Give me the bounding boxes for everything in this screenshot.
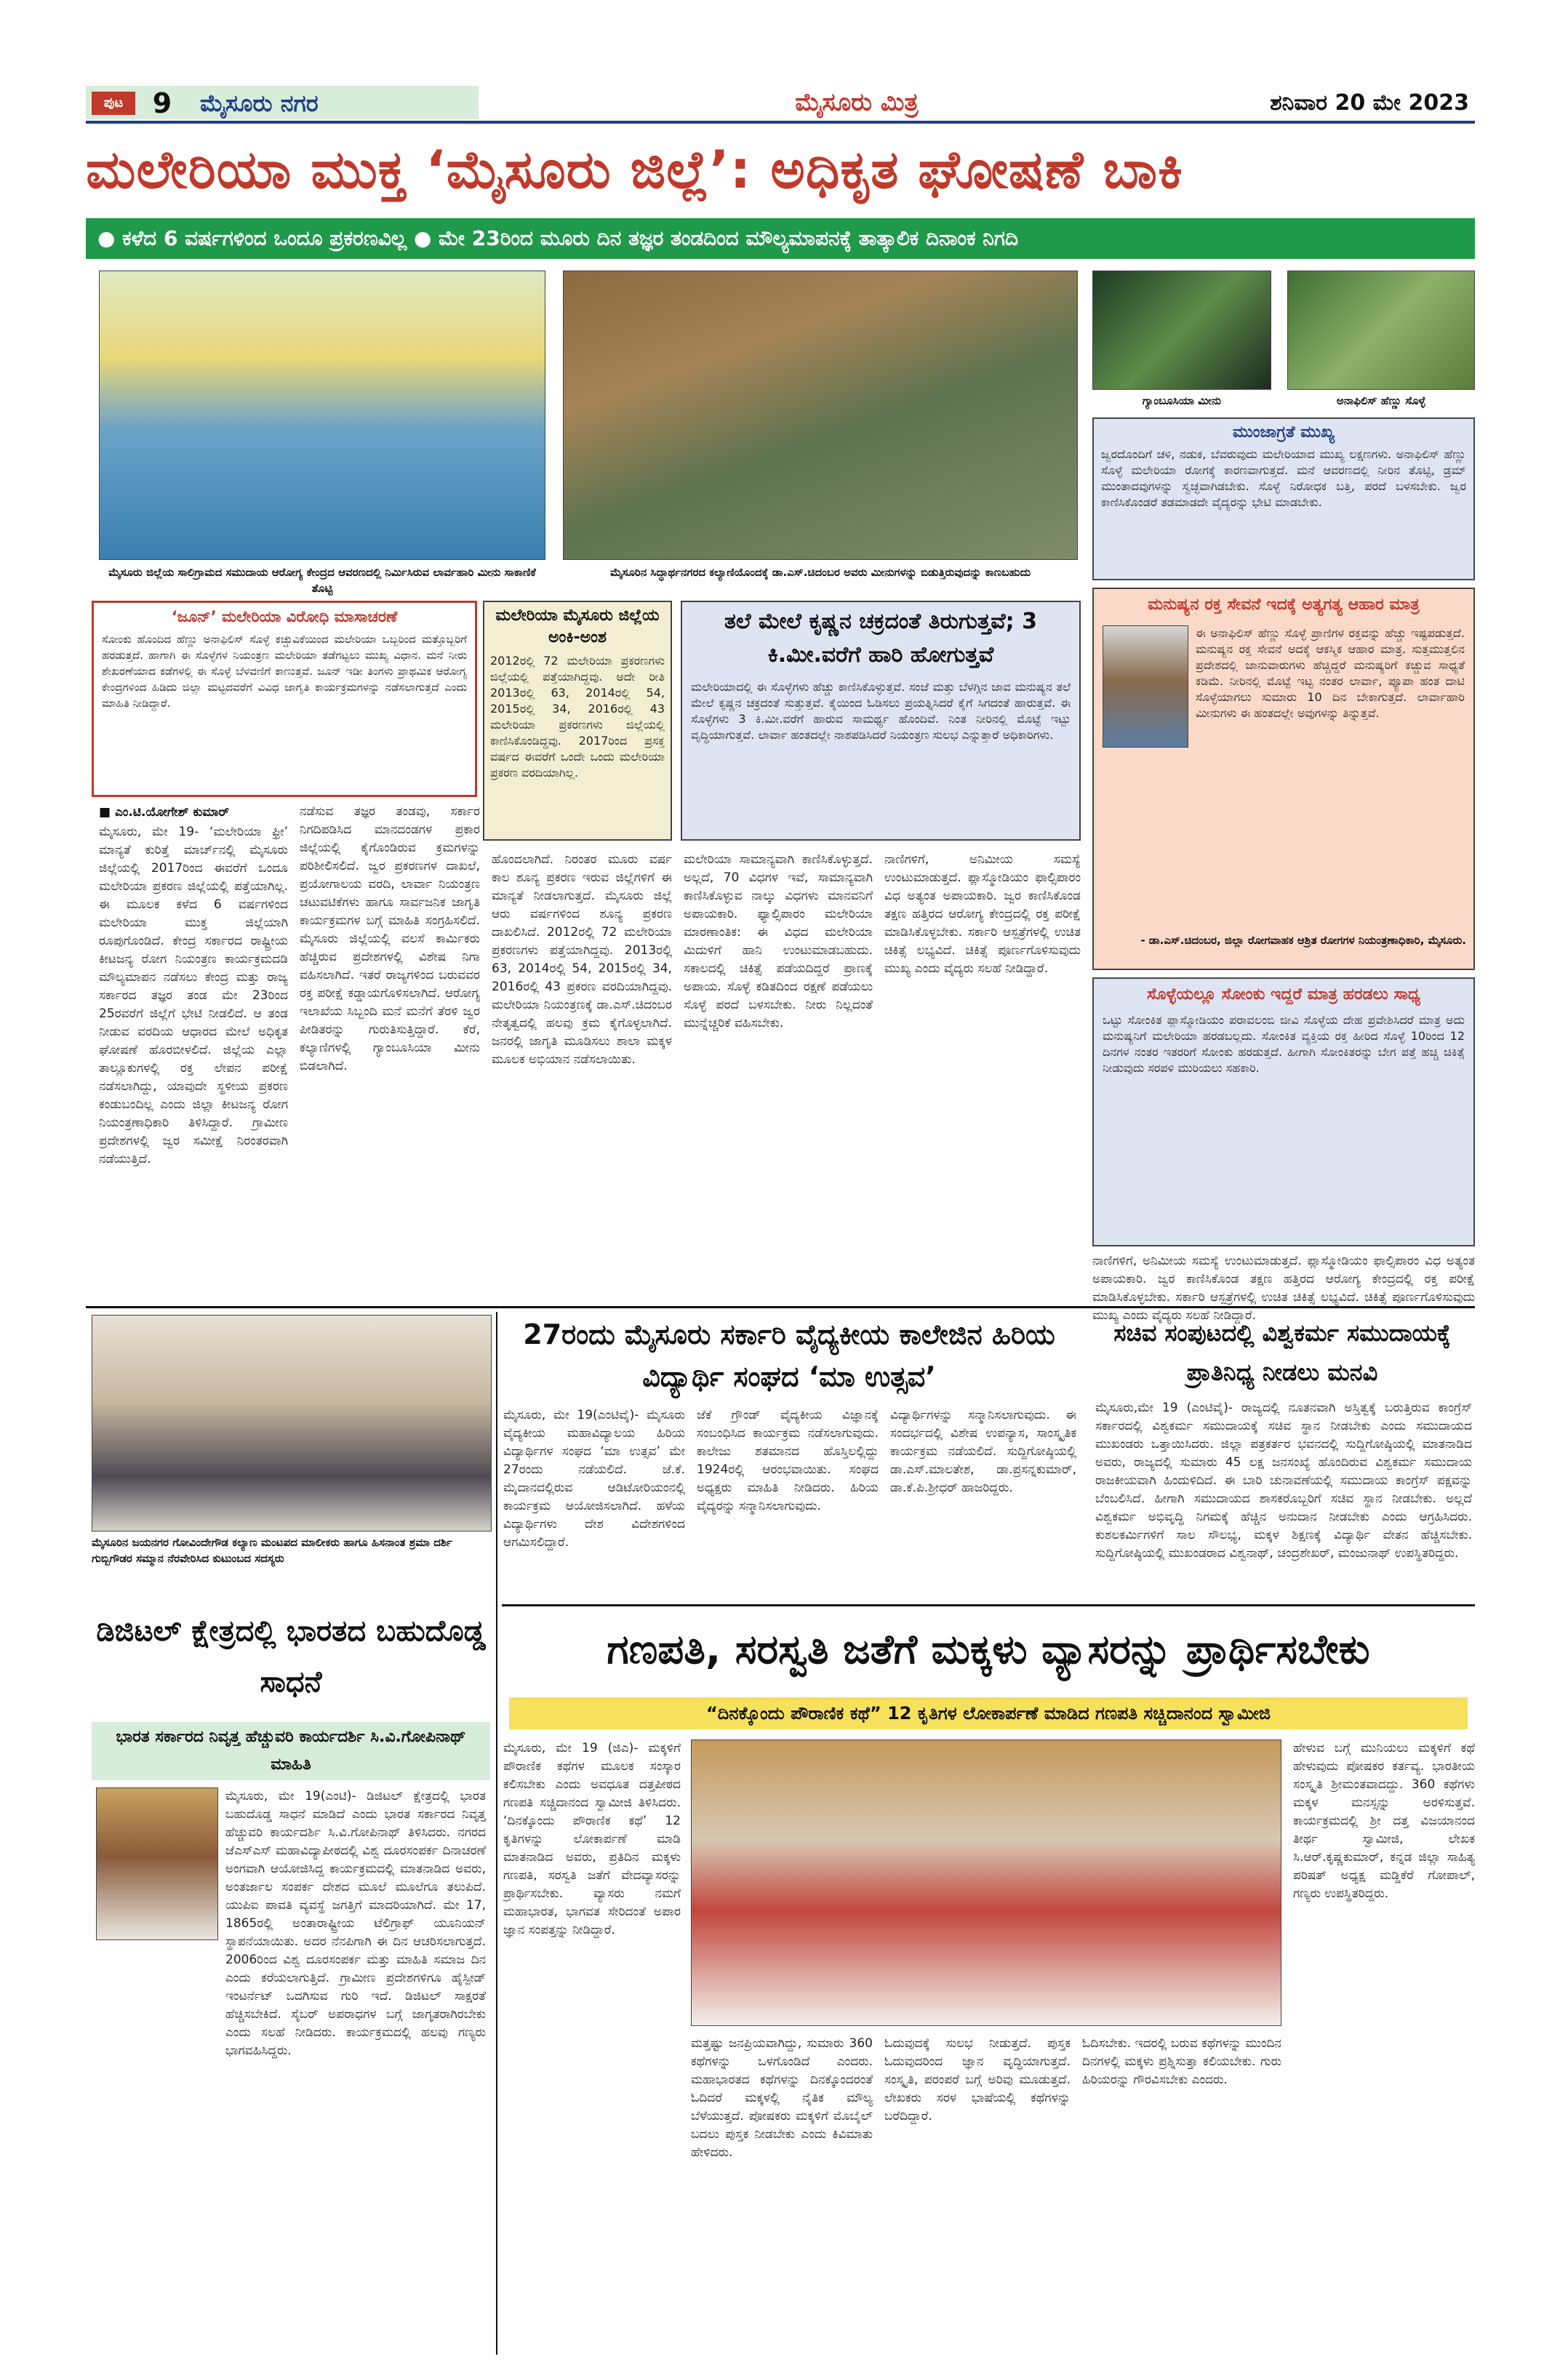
digital-sub: ಭಾರತ ಸರ್ಕಾರದ ನಿವೃತ್ತ ಹೆಚ್ಚುವರಿ ಕಾರ್ಯದರ್ಶಿ ಸಿ.ವಿ.ಗೋಪಿನಾಥ್ ಮಾಹಿತಿ <box>92 1722 490 1780</box>
section-divider-1 <box>86 1306 1475 1308</box>
paper-name: ಮೈಸೂರು ಮಿತ್ರ <box>795 88 919 117</box>
header-divider <box>86 121 1475 124</box>
lead-body-col2: ನಡೆಸುವ ತಜ್ಞರ ತಂಡವು, ಸರ್ಕಾರ ನಿಗದಿಪಡಿಸಿದ ಮಾನದಂಡಗಳ ಪ್ರಕಾರ ಜಿಲ್ಲೆಯಲ್ಲಿ ಕೈಗೊಂಡಿರುವ ಕ್ರಮಗಳನ್ನು ಪರಿಶೀಲಿಸಲಿದೆ. ಜ್ವರ ಪ್ರಕರಣಗಳ ದಾಖಲೆ, ಪ್ರಯೋಗಾಲಯ ವರದಿ, ಲಾರ್ವಾ ನಿಯಂತ್ರಣ ಚಟುವಟಿಕೆಗಳು ಹಾಗೂ ಸಾರ್ವಜನಿಕ ಜಾಗೃತಿ ಕಾರ್ಯಕ್ರಮಗಳ ಬಗ್ಗೆ ಮಾಹಿತಿ ಸಂಗ್ರಹಿಸಲಿದೆ. ಮೈಸೂರು ಜಿಲ್ಲೆಯಲ್ಲಿ ವಲಸೆ ಕಾರ್ಮಿಕರು ಹೆಚ್ಚಿರುವ ಪ್ರದೇಶಗಳಲ್ಲಿ ವಿಶೇಷ ನಿಗಾ ವಹಿಸಲಾಗಿದೆ. ಇತರೆ ರಾಜ್ಯಗಳಿಂದ ಬರುವವರ ರಕ್ತ ಪರೀಕ್ಷೆ ಕಡ್ಡಾಯಗೊಳಿಸಲಾಗಿದೆ. ಆರೋಗ್ಯ ಇಲಾಖೆಯ ಸಿಬ್ಬಂದಿ ಮನೆ ಮನೆಗೆ ತೆರಳಿ ಜ್ವರ ಪೀಡಿತರನ್ನು ಗುರುತಿಸುತ್ತಿದ್ದಾರೆ. ಕೆರೆ, ಕಲ್ಯಾಣಿಗಳಲ್ಲಿ ಗ್ಯಾಂಬೂಸಿಯಾ ಮೀನು ಬಿಡಲಾಗಿದೆ. <box>300 804 480 1073</box>
caption-kalyani: ಮೈಸೂರಿನ ಸಿದ್ಧಾರ್ಥನಗರದ ಕಲ್ಯಾಣಿಯೊಂದಕ್ಕೆ ಡಾ.ಎಸ್.ಚಿದಂಬರ ಅವರು ಮೀನುಗಳನ್ನು ಬಿಡುತ್ತಿರುವುದನ್ನು ಕಾಣಬಹುದು <box>609 566 1031 579</box>
page-number: 9 <box>152 87 172 119</box>
lead-strap: ● ಕಳೆದ 6 ವರ್ಷಗಳಿಂದ ಒಂದೂ ಪ್ರಕರಣವಿಲ್ಲ ● ಮೇ 23ರಿಂದ ಮೂರು ದಿನ ತಜ್ಞರ ತಂಡದಿಂದ ಮೌಲ್ಯಮಾಪನಕ್ಕೆ ತಾತ್ಕಾಲಿಕ ದಿನಾಂಕ ನಿಗದಿ <box>86 218 1475 259</box>
alumni-body-col1: ಮೈಸೂರು, ಮೇ 19(ಎಂಟಿವೈ)- ಮೈಸೂರು ವೈದ್ಯಕೀಯ ಮಹಾವಿದ್ಯಾಲಯ ಹಿರಿಯ ವಿದ್ಯಾರ್ಥಿಗಳ ಸಂಘದ ‘ಮಾ ಉತ್ಸವ’ ಮೇ 27ರಂದು ನಡೆಯಲಿದೆ. ಜೆ.ಕೆ. ಮೈದಾನದಲ್ಲಿರುವ ಆಡಿಟೋರಿಯಂನಲ್ಲಿ ಕಾರ್ಯಕ್ರಮ ಆಯೋಜಿಸಲಾಗಿದೆ. ಹಳೆಯ ವಿದ್ಯಾರ್ಥಿಗಳು ದೇಶ ವಿದೇಶಗಳಿಂದ ಆಗಮಿಸಲಿದ್ದಾರೆ. <box>503 1408 685 1550</box>
stats-title: ಮಲೇರಿಯಾ ಮೈಸೂರು ಜಿಲ್ಲೆಯ ಅಂಕಿ-ಅಂಶ <box>495 606 660 646</box>
digital-headline: ಡಿಜಿಟಲ್ ಕ್ಷೇತ್ರದಲ್ಲಿ ಭಾರತದ ಬಹುದೊಡ್ಡ ಸಾಧನೆ <box>96 1614 486 1699</box>
stats-body: 2012ರಲ್ಲಿ 72 ಮಲೇರಿಯಾ ಪ್ರಕರಣಗಳು ಜಿಲ್ಲೆಯಲ್ಲಿ ಪತ್ತೆಯಾಗಿದ್ದವು. ಅದೇ ರೀತಿ 2013ರಲ್ಲಿ 63, 2014ರಲ್ಲಿ 54, 2015ರಲ್ಲಿ 34, 2016ರಲ್ಲಿ 43 ಮಲೇರಿಯಾ ಪ್ರಕರಣಗಳು ಜಿಲ್ಲೆಯಲ್ಲಿ ಕಾಣಿಸಿಕೊಂಡಿದ್ದವು. 2017ರಿಂದ ಪ್ರಸಕ್ತ ವರ್ಷದ ಈವರೆಗೆ ಒಂದೇ ಒಂದು ಮಲೇರಿಯಾ ಪ್ರಕರಣ ವರದಿಯಾಗಿಲ್ಲ. <box>490 654 665 780</box>
lead-body-col1: ಮೈಸೂರು, ಮೇ 19- ‘ಮಲೇರಿಯಾ ಫ್ರೀ’ ಮಾನ್ಯತೆ ಕುರಿತ್ತೆ ಮಾರ್ಚ್‌ನಲ್ಲಿ ಮೈಸೂರು ಜಿಲ್ಲೆಯಲ್ಲಿ 2017ರಿಂದ ಈವರೆಗೆ ಒಂದೂ ಮಲೇರಿಯಾ ಪ್ರಕರಣ ಜಿಲ್ಲೆಯಲ್ಲಿ ಪತ್ತೆಯಾಗಿಲ್ಲ. ಈ ಮೂಲಕ ಕಳೆದ 6 ವರ್ಷಗಳಿಂದ ಮಲೇರಿಯಾ ಮುಕ್ತ ಜಿಲ್ಲೆಯಾಗಿ ರೂಪುಗೊಂಡಿದೆ. ಕೇಂದ್ರ ಸರ್ಕಾರದ ರಾಷ್ಟ್ರೀಯ ಕೀಟಜನ್ಯ ರೋಗ ನಿಯಂತ್ರಣ ಕಾರ್ಯಕ್ರಮದಡಿ ಮೌಲ್ಯಮಾಪನ ನಡೆಸಲು ಕೇಂದ್ರ ಮತ್ತು ರಾಜ್ಯ ಸರ್ಕಾರದ ತಜ್ಞರ ತಂಡ ಮೇ 23ರಿಂದ 25ರವರೆಗೆ ಜಿಲ್ಲೆಗೆ ಭೇಟಿ ನೀಡಲಿದೆ. ಆ ತಂಡ ನೀಡುವ ವರದಿಯ ಆಧಾರದ ಮೇಲೆ ಅಧಿಕೃತ ಘೋಷಣೆ ಹೊರಬೀಳಲಿದೆ. ಜಿಲ್ಲೆಯ ಎಲ್ಲಾ ತಾಲ್ಲೂಕುಗಳಲ್ಲಿ ರಕ್ತ ಲೇಪನ ಪರೀಕ್ಷೆ ನಡೆಸಲಾಗಿದ್ದು, ಯಾವುದೇ ಸ್ಥಳೀಯ ಪ್ರಕರಣ ಕಂಡುಬಂದಿಲ್ಲ ಎಂದು ಜಿಲ್ಲಾ ಕೀಟಜನ್ಯ ರೋಗ ನಿಯಂತ್ರಣಾಧಿಕಾರಿ ತಿಳಿಸಿದ್ದಾರೆ. ಗ್ರಾಮೀಣ ಪ್ರದೇಶಗಳಲ್ಲಿ ಜ್ವರ ಸಮೀಕ್ಷೆ ನಿರಂತರವಾಗಿ ನಡೆಯುತ್ತಿದೆ. <box>99 825 288 1166</box>
caption-fish-tank: ಮೈಸೂರು ಜಿಲ್ಲೆಯ ಸಾಲಿಗ್ರಾಮದ ಸಮುದಾಯ ಆರೋಗ್ಯ ಕೇಂದ್ರದ ಆವರಣದಲ್ಲಿ ನಿರ್ಮಿಸಿರುವ ಲಾರ್ವಹಾರಿ ಮೀನು ಸಾಕಾಣಿಕೆ ತೊಟ್ಟಿ <box>108 566 536 595</box>
photo-anopheles <box>1287 271 1475 390</box>
photo-book-release <box>691 1740 1281 2026</box>
section-divider-2 <box>502 1604 1475 1606</box>
alumni-headline: 27ರಂದು ಮೈಸೂರು ಸರ್ಕಾರಿ ವೈದ್ಯಕೀಯ ಕಾಲೇಜಿನ ಹಿರಿಯ ವಿದ್ಯಾರ್ಥಿ ಸಂಘದ ‘ಮಾ ಉತ್ಸವ’ <box>523 1318 1055 1393</box>
cycle-body: ಮಲೇರಿಯಾದಲ್ಲಿ ಈ ಸೊಳ್ಳೆಗಳು ಹೆಚ್ಚು ಕಾಣಿಸಿಕೊಳ್ಳುತ್ತವೆ. ಸಂಜೆ ಮತ್ತು ಬೆಳಗ್ಗಿನ ಜಾವ ಮನುಷ್ಯನ ತಲೆ ಮೇಲೆ ಕೃಷ್ಣನ ಚಕ್ರದಂತೆ ಸುತ್ತುತ್ತವೆ. ಕೈಯಿಂದ ಓಡಿಸಲು ಪ್ರಯತ್ನಿಸಿದರೆ ಕೈಗೆ ಸಿಗದಂತೆ ಹಾರುತ್ತವೆ. ಈ ಸೊಳ್ಳೆಗಳು 3 ಕಿ.ಮೀ.ವರೆಗೆ ಹಾರುವ ಸಾಮರ್ಥ್ಯ ಹೊಂದಿವೆ. ನಿಂತ ನೀರಿನಲ್ಲಿ ಮೊಟ್ಟೆ ಇಟ್ಟು ವೃದ್ಧಿಯಾಗುತ್ತವೆ. ಲಾರ್ವಾ ಹಂತದಲ್ಲೇ ನಾಶಪಡಿಸಿದರೆ ನಿಯಂತ್ರಣ ಸುಲಭ ಎನ್ನುತ್ತಾರೆ ಅಧಿಕಾರಿಗಳು. <box>691 680 1071 742</box>
column-rule-1 <box>496 1312 497 2355</box>
blood-sign: - ಡಾ.ಎಸ್.ಚಿದಂಬರ, ಜಿಲ್ಲಾ ರೋಗವಾಹಕ ಆಶ್ರಿತ ರೋಗಗಳ ನಿಯಂತ್ರಣಾಧಿಕಾರಿ, ಮೈಸೂರು. <box>1140 934 1466 947</box>
photo-chidambara <box>1103 625 1188 748</box>
bite-body: ಒಟ್ಟು ಸೋಂಕಿತ ಪ್ಲಾಸ್ಮೋಡಿಯಂ ಪರಾವಲಂಬಿ ಜೀವಿ ಸೊಳ್ಳೆಯ ದೇಹ ಪ್ರವೇಶಿಸಿದರೆ ಮಾತ್ರ ಅದು ಮನುಷ್ಯನಿಗೆ ಮಲೇರಿಯಾ ಹರಡಬಲ್ಲದು. ಸೋಂಕಿತ ವ್ಯಕ್ತಿಯ ರಕ್ತ ಹೀರಿದ ಸೊಳ್ಳೆ 10ರಿಂದ 12 ದಿನಗಳ ನಂತರ ಇತರರಿಗೆ ಸೋಂಕು ಹರಡುತ್ತದೆ. ಹೀಗಾಗಿ ಸೋಂಕಿತರನ್ನು ಬೇಗ ಪತ್ತೆ ಹಚ್ಚಿ ಚಿಕಿತ್ಸೆ ನೀಡುವುದು ಸರಪಳಿ ಮುರಿಯಲು ಸಹಕಾರಿ. <box>1103 1013 1465 1075</box>
page-label: ಪುಟ <box>92 92 135 115</box>
lead-body-col3: ಹೊಂದಲಾಗಿದೆ. ನಿರಂತರ ಮೂರು ವರ್ಷ ಕಾಲ ಶೂನ್ಯ ಪ್ರಕರಣ ಇರುವ ಜಿಲ್ಲೆಗಳಿಗೆ ಈ ಮಾನ್ಯತೆ ನೀಡಲಾಗುತ್ತದೆ. ಮೈಸೂರು ಜಿಲ್ಲೆ ಆರು ವರ್ಷಗಳಿಂದ ಶೂನ್ಯ ಪ್ರಕರಣ ದಾಖಲಿಸಿದೆ. 2012ರಲ್ಲಿ 72 ಮಲೇರಿಯಾ ಪ್ರಕರಣಗಳು ಪತ್ತೆಯಾಗಿದ್ದವು. 2013ರಲ್ಲಿ 63, 2014ರಲ್ಲಿ 54, 2015ರಲ್ಲಿ 34, 2016ರಲ್ಲಿ 43 ಪ್ರಕರಣ ವರದಿಯಾಗಿದ್ದವು. ಮಲೇರಿಯಾ ನಿಯಂತ್ರಣಕ್ಕೆ ಡಾ.ಎಸ್.ಚಿದಂಬರ ನೇತೃತ್ವದಲ್ಲಿ ಹಲವು ಕ್ರಮ ಕೈಗೊಳ್ಳಲಾಗಿದೆ. ಜನರಲ್ಲಿ ಜಾಗೃತಿ ಮೂಡಿಸಲು ಶಾಲಾ ಮಕ್ಕಳ ಮೂಲಕ ಅಭಿಯಾನ ನಡೆಸಲಾಯಿತು. <box>492 852 672 1067</box>
ganapathi-body-col5: ಹೇಳುವ ಬಗ್ಗೆ ಮುನಿಯಲು ಮಕ್ಕಳಿಗೆ ಕಥೆ ಹೇಳುವುದು ಪೋಷಕರ ಕರ್ತವ್ಯ. ಭಾರತೀಯ ಸಂಸ್ಕೃತಿ ಶ್ರೀಮಂತವಾದದ್ದು. 360 ಕಥೆಗಳು ಮಕ್ಕಳ ಮನಸ್ಸನ್ನು ಅರಳಿಸುತ್ತವೆ. ಕಾರ್ಯಕ್ರಮದಲ್ಲಿ ಶ್ರೀ ದತ್ತ ವಿಜಯಾನಂದ ತೀರ್ಥ ಸ್ವಾಮೀಜಿ, ಲೇಖಕ ಸಿ.ಆರ್.ಕೃಷ್ಣಕುಮಾರ್, ಕನ್ನಡ ಜಿಲ್ಲಾ ಸಾಹಿತ್ಯ ಪರಿಷತ್ ಅಧ್ಯಕ್ಷ ಮಡ್ಡಿಕೆರೆ ಗೋಪಾಲ್, ಗಣ್ಯರು ಉಪಸ್ಥಿತರಿದ್ದರು. <box>1293 1741 1475 1901</box>
alumni-body-col2: ಜೆಕೆ ಗ್ರೌಂಡ್ ವೈದ್ಯಕೀಯ ವಿಜ್ಞಾನಕ್ಕೆ ಸಂಬಂಧಿಸಿದ ಕಾರ್ಯಕ್ರಮ ನಡೆಸಲಾಗುವುದು. ಕಾಲೇಜು ಶತಮಾನದ ಹೊಸ್ತಿಲಲ್ಲಿದ್ದು 1924ರಲ್ಲಿ ಆರಂಭವಾಯಿತು. ಸಂಘದ ಅಧ್ಯಕ್ಷರು ಮಾಹಿತಿ ನೀಡಿದರು. ಹಿರಿಯ ವೈದ್ಯರನ್ನು ಸನ್ಮಾನಿಸಲಾಗುವುದು. <box>697 1408 879 1513</box>
photo-kalyani <box>563 271 1078 560</box>
ganapathi-headline: ಗಣಪತಿ, ಸರಸ್ವತಿ ಜತೆಗೆ ಮಕ್ಕಳು ವ್ಯಾಸರನ್ನು ಪ್ರಾರ್ಥಿಸಬೇಕು <box>607 1626 1370 1673</box>
symptoms-title: ಮುಂಜಾಗ್ರತೆ ಮುಖ್ಯ <box>1232 423 1335 441</box>
photo-fish-tank <box>99 271 545 560</box>
caption-gathering: ಮೈಸೂರಿನ ಜಯನಗರ ಗೋವಿಂದೇಗೌಡ ಕಲ್ಯಾಣ ಮಂಟಪದ ಮಾಲೀಕರು ಹಾಗೂ ಹಿಸನಾಂತ ಶ್ರಮಾ ದರ್ಶಿ ಗುಬ್ಬಿಗೌಡರ ಸಮ್ಮಾನ ನೆರವೇರಿಸಿದ ಕುಟುಂಬದ ಸದಸ್ಯರು <box>92 1536 452 1565</box>
cycle-title: ತಲೆ ಮೇಲೆ ಕೃಷ್ಣನ ಚಕ್ರದಂತೆ ತಿರುಗುತ್ತವೆ; 3 ಕಿ.ಮೀ.ವರೆಗೆ ಹಾರಿ ಹೋಗುತ್ತವೆ <box>724 609 1037 668</box>
photo-gambusia-fish <box>1092 271 1271 390</box>
blood-body: ಈ ಅನಾಫಿಲಿಸ್ ಹೆಣ್ಣು ಸೊಳ್ಳೆ ಪ್ರಾಣಿಗಳ ರಕ್ತವನ್ನು ಹೆಚ್ಚು ಇಷ್ಟಪಡುತ್ತದೆ. ಮನುಷ್ಯನ ರಕ್ತ ಸೇವನೆ ಅದಕ್ಕೆ ಆಕಸ್ಮಿಕ ಆಹಾರ ಮಾತ್ರ. ಸುತ್ತಮುತ್ತಲಿನ ಪ್ರದೇಶದಲ್ಲಿ ಜಾನುವಾರುಗಳು ಹೆಚ್ಚಿದ್ದರೆ ಮನುಷ್ಯರಿಗೆ ಕಚ್ಚುವ ಸಾಧ್ಯತೆ ಕಡಿಮೆ. ನೀರಿನಲ್ಲಿ ಮೊಟ್ಟೆ ಇಟ್ಟ ನಂತರ ಲಾರ್ವಾ, ಪ್ಯೂಪಾ ಹಂತ ದಾಟಿ ಸೊಳ್ಳೆಯಾಗಲು ಸುಮಾರು 10 ದಿನ ಬೇಕಾಗುತ್ತದೆ. ಲಾರ್ವಾಹಾರಿ ಮೀನುಗಳು ಈ ಹಂತದಲ್ಲೇ ಅವುಗಳನ್ನು ತಿನ್ನುತ್ತವೆ. <box>1196 626 1465 720</box>
vishwakarma-headline: ಸಚಿವ ಸಂಪುಟದಲ್ಲಿ ವಿಶ್ವಕರ್ಮ ಸಮುದಾಯಕ್ಕೆ ಪ್ರಾತಿನಿಧ್ಯ ನೀಡಲು ಮನವಿ <box>1113 1319 1451 1386</box>
lead-body-col5: ನಾಣಿಗಳಿಗೆ, ಅನಿಮೀಯ ಸಮಸ್ಯೆ ಉಂಟುಮಾಡುತ್ತದೆ. ಪ್ಲಾಸ್ಮೋಡಿಯಂ ಫಾಲ್ಸಿಪಾರಂ ವಿಧ ಅತ್ಯಂತ ಅಪಾಯಕಾರಿ. ಜ್ವರ ಕಾಣಿಸಿಕೊಂಡ ತಕ್ಷಣ ಹತ್ತಿರದ ಆರೋಗ್ಯ ಕೇಂದ್ರದಲ್ಲಿ ರಕ್ತ ಪರೀಕ್ಷೆ ಮಾಡಿಸಿಕೊಳ್ಳಬೇಕು. ಸರ್ಕಾರಿ ಆಸ್ಪತ್ರೆಗಳಲ್ಲಿ ಉಚಿತ ಚಿಕಿತ್ಸೆ ಲಭ್ಯವಿದೆ. ಚಿಕಿತ್ಸೆ ಪೂರ್ಣಗೊಳಿಸುವುದು ಮುಖ್ಯ ಎಂದು ವೈದ್ಯರು ಸಲಹೆ ನೀಡಿದ್ದಾರೆ. <box>884 852 1081 976</box>
section-name: ಮೈಸೂರು ನಗರ <box>200 89 319 117</box>
ganapathi-body-col3: ಓದುವುದಕ್ಕೆ ಸುಲಭ ನೀಡುತ್ತದೆ. ಪುಸ್ತಕ ಓದುವುದರಿಂದ ಜ್ಞಾನ ವೃದ್ಧಿಯಾಗುತ್ತದೆ. ಸಂಸ್ಕೃತಿ, ಪರಂಪರೆ ಬಗ್ಗೆ ಅರಿವು ಮೂಡುತ್ತದೆ. ಲೇಖಕರು ಸರಳ ಭಾಷೆಯಲ್ಲಿ ಕಥೆಗಳನ್ನು ಬರೆದಿದ್ದಾರೆ. <box>884 2036 1071 2123</box>
ganapathi-body-col2: ಮತ್ತಷ್ಟು ಜನಪ್ರಿಯವಾಗಿದ್ದು, ಸುಮಾರು 360 ಕಥೆಗಳನ್ನು ಒಳಗೊಂಡಿದೆ ಎಂದರು. ಮಹಾಭಾರತದ ಕಥೆಗಳನ್ನು ದಿನಕ್ಕೊಂದರಂತೆ ಓದಿದರೆ ಮಕ್ಕಳಲ್ಲಿ ನೈತಿಕ ಮೌಲ್ಯ ಬೆಳೆಯುತ್ತದೆ. ಪೋಷಕರು ಮಕ್ಕಳಿಗೆ ಮೊಬೈಲ್ ಬದಲು ಪುಸ್ತಕ ನೀಡಬೇಕು ಎಂದು ಕಿವಿಮಾತು ಹೇಳಿದರು. <box>691 2036 873 2160</box>
symptoms-body: ಜ್ವರದೊಂದಿಗೆ ಚಳಿ, ನಡುಕ, ಬೆವರುವುದು ಮಲೇರಿಯಾದ ಮುಖ್ಯ ಲಕ್ಷಣಗಳು. ಅನಾಫಿಲಿಸ್ ಹೆಣ್ಣು ಸೊಳ್ಳೆ ಮಲೇರಿಯಾ ರೋಗಕ್ಕೆ ಕಾರಣವಾಗುತ್ತದೆ. ಮನೆ ಆವರಣದಲ್ಲಿ ನೀರಿನ ತೊಟ್ಟಿ, ಡ್ರಮ್ ಮುಂತಾದವುಗಳನ್ನು ಸ್ವಚ್ಛವಾಗಿಡಬೇಕು. ಸೊಳ್ಳೆ ನಿರೋಧಕ ಬತ್ತಿ, ಪರದೆ ಬಳಸಬೇಕು. ಜ್ವರ ಕಾಣಿಸಿಕೊಂಡರೆ ತಡಮಾಡದೇ ವೈದ್ಯರನ್ನು ಭೇಟಿ ಮಾಡಬೇಕು. <box>1101 447 1466 509</box>
vishwakarma-body: ಮೈಸೂರು,ಮೇ 19 (ಎಂಟಿವೈ)- ರಾಜ್ಯದಲ್ಲಿ ನೂತನವಾಗಿ ಅಸ್ತಿತ್ವಕ್ಕೆ ಬರುತ್ತಿರುವ ಕಾಂಗ್ರೆಸ್ ಸರ್ಕಾರದಲ್ಲಿ ವಿಶ್ವಕರ್ಮ ಸಮುದಾಯಕ್ಕೆ ಸಚಿವ ಸ್ಥಾನ ನೀಡಬೇಕು ಎಂದು ಸಮುದಾಯದ ಮುಖಂಡರು ಒತ್ತಾಯಿಸಿದರು. ಜಿಲ್ಲಾ ಪತ್ರಕರ್ತರ ಭವನದಲ್ಲಿ ಸುದ್ದಿಗೋಷ್ಠಿಯಲ್ಲಿ ಮಾತನಾಡಿದ ಅವರು, ರಾಜ್ಯದಲ್ಲಿ ಸುಮಾರು 45 ಲಕ್ಷ ಜನಸಂಖ್ಯೆ ಹೊಂದಿರುವ ವಿಶ್ವಕರ್ಮ ಸಮುದಾಯ ರಾಜಕೀಯವಾಗಿ ಹಿಂದುಳಿದಿದೆ. ಈ ಬಾರಿ ಚುನಾವಣೆಯಲ್ಲಿ ಸಮುದಾಯ ಕಾಂಗ್ರೆಸ್ ಪಕ್ಷವನ್ನು ಬೆಂಬಲಿಸಿದೆ. ಹೀಗಾಗಿ ಸಮುದಾಯದ ಶಾಸಕರೊಬ್ಬರಿಗೆ ಸಚಿವ ಸ್ಥಾನ ನೀಡಬೇಕು. ಅಲ್ಲದೆ ವಿಶ್ವಕರ್ಮ ಅಭಿವೃದ್ಧಿ ನಿಗಮಕ್ಕೆ ಹೆಚ್ಚಿನ ಅನುದಾನ ನೀಡಬೇಕು ಎಂದು ಆಗ್ರಹಿಸಿದರು. ಕುಶಲಕರ್ಮಿಗಳಿಗೆ ಸಾಲ ಸೌಲಭ್ಯ, ಮಕ್ಕಳ ಶಿಕ್ಷಣಕ್ಕೆ ವಿದ್ಯಾರ್ಥಿ ವೇತನ ಹೆಚ್ಚಿಸಬೇಕು. ಸುದ್ದಿಗೋಷ್ಠಿಯಲ್ಲಿ ಮುಖಂಡರಾದ ವಿಶ್ವನಾಥ್, ಚಂದ್ರಶೇಖರ್, ಮಂಜುನಾಥ್ ಉಪಸ್ಥಿತರಿದ್ದರು. <box>1095 1401 1472 1561</box>
lead-headline: ಮಲೇರಿಯಾ ಮುಕ್ತ ‘ಮೈಸೂರು ಜಿಲ್ಲೆ’: ಅಧಿಕೃತ ಘೋಷಣೆ ಬಾಕಿ <box>86 139 1183 200</box>
bite-title: ಸೊಳ್ಳೆಯಲ್ಲೂ ಸೋಂಕು ಇದ್ದರೆ ಮಾತ್ರ ಹರಡಲು ಸಾಧ್ಯ <box>1146 985 1421 1004</box>
caption-anopheles: ಅನಾಫಿಲಿಸ್ ಹೆಣ್ಣು ಸೊಳ್ಳೆ <box>1336 394 1426 407</box>
issue-date: ಶನಿವಾರ 20 ಮೇ 2023 <box>1270 90 1469 116</box>
ganapathi-body-col1: ಮೈಸೂರು, ಮೇ 19 (ಜಿಎ)- ಮಕ್ಕಳಿಗೆ ಪೌರಾಣಿಕ ಕಥೆಗಳ ಮೂಲಕ ಸಂಸ್ಕಾರ ಕಲಿಸಬೇಕು ಎಂದು ಅವಧೂತ ದತ್ತಪೀಠದ ಗಣಪತಿ ಸಚ್ಚಿದಾನಂದ ಸ್ವಾಮೀಜಿ ತಿಳಿಸಿದರು. ‘ದಿನಕ್ಕೊಂದು ಪೌರಾಣಿಕ ಕಥೆ’ 12 ಕೃತಿಗಳನ್ನು ಲೋಕಾರ್ಪಣೆ ಮಾಡಿ ಮಾತನಾಡಿದ ಅವರು, ಪ್ರತಿದಿನ ಮಕ್ಕಳು ಗಣಪತಿ, ಸರಸ್ವತಿ ಜತೆಗೆ ವೇದವ್ಯಾಸರನ್ನು ಪ್ರಾರ್ಥಿಸಬೇಕು. ವ್ಯಾಸರು ನಮಗೆ ಮಹಾಭಾರತ, ಭಾಗವತ ಸೇರಿದಂತೆ ಅಪಾರ ಜ್ಞಾನ ಸಂಪತ್ತನ್ನು ನೀಡಿದ್ದಾರೆ. <box>503 1741 681 1937</box>
lead-body-col4: ಮಲೇರಿಯಾ ಸಾಮಾನ್ಯವಾಗಿ ಕಾಣಿಸಿಕೊಳ್ಳುತ್ತದೆ. ಅಲ್ಲದೆ, 70 ವಿಧಗಳ ಇವೆ, ಸಾಮಾನ್ಯವಾಗಿ ಕಾಣಿಸಿಕೊಳ್ಳುವ ನಾಲ್ಕು ವಿಧಗಳು ಮಾನವನಿಗೆ ಅಪಾಯಕಾರಿ. ಫ್ಯಾಲ್ಸಿಪಾರಂ ಮಲೇರಿಯಾ ಮಾರಣಾಂತಿಕ: ಈ ವಿಧದ ಮಲೇರಿಯಾ ಮಿದುಳಿಗೆ ಹಾನಿ ಉಂಟುಮಾಡಬಹುದು. ಸಕಾಲದಲ್ಲಿ ಚಿಕಿತ್ಸೆ ಪಡೆಯದಿದ್ದರೆ ಪ್ರಾಣಕ್ಕೆ ಅಪಾಯ. ಸೊಳ್ಳೆ ಕಡಿತದಿಂದ ರಕ್ಷಣೆ ಪಡೆಯಲು ಸೊಳ್ಳೆ ಪರದೆ ಬಳಸಬೇಕು. ನೀರು ನಿಲ್ಲದಂತೆ ಮುನ್ನೆಚ್ಚರಿಕೆ ವಹಿಸಬೇಕು. <box>684 852 873 1030</box>
alumni-body-col3: ವಿದ್ಯಾರ್ಥಿಗಳನ್ನು ಸನ್ಮಾನಿಸಲಾಗುವುದು. ಈ ಸಂದರ್ಭದಲ್ಲಿ ವಿಶೇಷ ಉಪನ್ಯಾಸ, ಸಾಂಸ್ಕೃತಿಕ ಕಾರ್ಯಕ್ರಮ ನಡೆಯಲಿದೆ. ಸುದ್ದಿಗೋಷ್ಠಿಯಲ್ಲಿ ಡಾ.ಎಸ್.ಮಾಲತೇಶ, ಡಾ.ಪ್ರಸನ್ನಕುಮಾರ್, ಡಾ.ಕೆ.ಪಿ.ಶ್ರೀಧರ್ ಹಾಜರಿದ್ದರು. <box>890 1408 1076 1495</box>
lead-byline: ■ ಎಂ.ಟಿ.ಯೋಗೇಶ್ ಕುಮಾರ್ <box>99 805 230 820</box>
lead-body-col6: ನಾಣಿಗಳಿಗೆ, ಅನಿಮೀಯ ಸಮಸ್ಯೆ ಉಂಟುಮಾಡುತ್ತದೆ. ಪ್ಲಾಸ್ಮೋಡಿಯಂ ಫಾಲ್ಸಿಪಾರಂ ವಿಧ ಅತ್ಯಂತ ಅಪಾಯಕಾರಿ. ಜ್ವರ ಕಾಣಿಸಿಕೊಂಡ ತಕ್ಷಣ ಹತ್ತಿರದ ಆರೋಗ್ಯ ಕೇಂದ್ರದಲ್ಲಿ ರಕ್ತ ಪರೀಕ್ಷೆ ಮಾಡಿಸಿಕೊಳ್ಳಬೇಕು. ಸರ್ಕಾರಿ ಆಸ್ಪತ್ರೆಗಳಲ್ಲಿ ಉಚಿತ ಚಿಕಿತ್ಸೆ ಲಭ್ಯವಿದೆ. ಚಿಕಿತ್ಸೆ ಪೂರ್ಣಗೊಳಿಸುವುದು ಮುಖ್ಯ ಎಂದು ವೈದ್ಯರು ಸಲಹೆ ನೀಡಿದ್ದಾರೆ. <box>1092 1254 1475 1323</box>
blood-title: ಮನುಷ್ಯನ ರಕ್ತ ಸೇವನೆ ಇದಕ್ಕೆ ಅತ್ಯಗತ್ಯ ಆಹಾರ ಮಾತ್ರ <box>1148 596 1420 614</box>
ganapathi-sub: “ದಿನಕ್ಕೊಂದು ಪೌರಾಣಿಕ ಕಥೆ” 12 ಕೃತಿಗಳ ಲೋಕಾರ್ಪಣೆ ಮಾಡಿದ ಗಣಪತಿ ಸಚ್ಚಿದಾನಂದ ಸ್ವಾಮೀಜಿ <box>509 1697 1468 1729</box>
june-box-title: ‘ಜೂನ್’ ಮಲೇರಿಯಾ ವಿರೋಧಿ ಮಾಸಾಚರಣೆ <box>171 608 398 625</box>
ganapathi-body-col4: ಓದಿಸಬೇಕು. ಇದರಲ್ಲಿ ಬರುವ ಕಥೆಗಳನ್ನು ಮುಂದಿನ ದಿನಗಳಲ್ಲಿ ಮಕ್ಕಳು ಪ್ರಶ್ನಿಸುತ್ತಾ ಕಲಿಯಬೇಕು. ಗುರು ಹಿರಿಯರನ್ನು ಗೌರವಿಸಬೇಕು ಎಂದರು. <box>1082 2036 1281 2087</box>
caption-gambusia: ಗ್ಯಾಂಬೂಸಿಯಾ ಮೀನು <box>1142 394 1222 407</box>
digital-body: ಮೈಸೂರು, ಮೇ 19(ಎಂಟಿ)- ಡಿಜಿಟಲ್ ಕ್ಷೇತ್ರದಲ್ಲಿ ಭಾರತ ಬಹುದೊಡ್ಡ ಸಾಧನೆ ಮಾಡಿದೆ ಎಂದು ಭಾರತ ಸರ್ಕಾರದ ನಿವೃತ್ತ ಹೆಚ್ಚುವರಿ ಕಾರ್ಯದರ್ಶಿ ಸಿ.ವಿ.ಗೋಪಿನಾಥ್ ತಿಳಿಸಿದರು. ನಗರದ ಜೆಎಸ್‌ಎಸ್ ಮಹಾವಿದ್ಯಾಪೀಠದಲ್ಲಿ ವಿಶ್ವ ದೂರಸಂಪರ್ಕ ದಿನಾಚರಣೆ ಅಂಗವಾಗಿ ಆಯೋಜಿಸಿದ್ದ ಕಾರ್ಯಕ್ರಮದಲ್ಲಿ ಮಾತನಾಡಿದ ಅವರು, ಅಂತರ್ಜಾಲ ಸಂಪರ್ಕ ದೇಶದ ಮೂಲೆ ಮೂಲೆಗೂ ತಲುಪಿದೆ. ಯುಪಿಐ ಪಾವತಿ ವ್ಯವಸ್ಥೆ ಜಗತ್ತಿಗೆ ಮಾದರಿಯಾಗಿದೆ. ಮೇ 17, 1865ರಲ್ಲಿ ಅಂತಾರಾಷ್ಟ್ರೀಯ ಟೆಲಿಗ್ರಾಫ್ ಯೂನಿಯನ್ ಸ್ಥಾಪನೆಯಾಯಿತು. ಅದರ ನೆನಪಿಗಾಗಿ ಈ ದಿನ ಆಚರಿಸಲಾಗುತ್ತದೆ. 2006ರಿಂದ ವಿಶ್ವ ದೂರಸಂಪರ್ಕ ಮತ್ತು ಮಾಹಿತಿ ಸಮಾಜ ದಿನ ಎಂದು ಕರೆಯಲಾಗುತ್ತಿದೆ. ಗ್ರಾಮೀಣ ಪ್ರದೇಶಗಳಿಗೂ ಹೈಸ್ಪೀಡ್ ಇಂಟರ್ನೆಟ್ ಒದಗಿಸುವ ಗುರಿ ಇದೆ. ಡಿಜಿಟಲ್ ಸಾಕ್ಷರತೆ ಹೆಚ್ಚಿಸಬೇಕಿದೆ. ಸೈಬರ್ ಅಪರಾಧಗಳ ಬಗ್ಗೆ ಜಾಗೃತರಾಗಿರಬೇಕು ಎಂದು ಸಲಹೆ ನೀಡಿದರು. ಕಾರ್ಯಕ್ರಮದಲ್ಲಿ ಹಲವು ಗಣ್ಯರು ಭಾಗವಹಿಸಿದ್ದರು. <box>225 1789 486 2058</box>
june-box-body: ಸೋಂಕು ಹೊಂದಿದ ಹೆಣ್ಣು ಅನಾಫಿಲಿಸ್ ಸೊಳ್ಳೆ ಕಚ್ಚುವಿಕೆಯಿಂದ ಮಲೇರಿಯಾ ಒಬ್ಬರಿಂದ ಮತ್ತೊಬ್ಬರಿಗೆ ಹರಡುತ್ತದೆ. ಹಾಗಾಗಿ ಈ ಸೊಳ್ಳೆಗಳ ನಿಯಂತ್ರಣ ಮಲೇರಿಯಾ ತಡೆಗಟ್ಟಲು ಮುಖ್ಯ ವಿಧಾನ. ಮನೆ ನೀರು ಶೇಖರಣೆಯಾದ ಕಡೆಗಳಲ್ಲಿ ಈ ಸೊಳ್ಳೆ ಬೆಳವಣಿಗೆ ಕಾಣುತ್ತವೆ. ಜೂನ್ ಇಡೀ ತಿಂಗಳು ಪ್ರಾಥಮಿಕ ಆರೋಗ್ಯ ಕೇಂದ್ರಗಳಿಂದ ಹಿಡಿದು ಜಿಲ್ಲಾ ಮಟ್ಟದವರೆಗೆ ವಿವಿಧ ಜಾಗೃತಿ ಕಾರ್ಯಕ್ರಮಗಳನ್ನು ನಡೆಸಲಾಗುತ್ತದೆ ಎಂದು ಮಾಹಿತಿ ನೀಡಿದ್ದಾರೆ. <box>102 633 467 710</box>
photo-gathering <box>92 1315 492 1532</box>
